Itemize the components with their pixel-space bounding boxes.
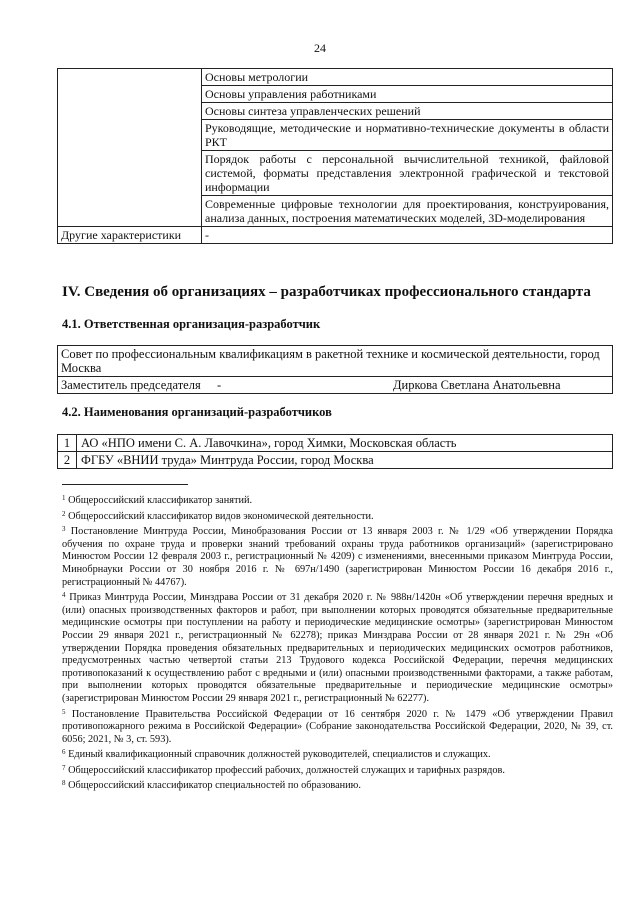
footnote: $^6$ Единый квалификационный справочник должностей руководителей, специалистов и служащих.	[62, 748, 491, 761]
footnote: $^3$ Постановление Минтруда России, Минобразования России от 13 января 2003 г. № 1/29 «Об утверждении Порядка обучения по охране труда и проверки знаний требований охраны труда работников организаций» (зарегистрировано Минюстом России 12 февраля 2003 г., регистрационный № 4209) с изменениями, внесенными приказом Минтруда России, Минобрнауки России от 30 ноября 2016 г. № 697н/1490 (зарегистрирован Минюстом России 16 декабря 2016 г., регистрационный № 44767).	[62, 525, 614, 588]
developer-number: 1	[58, 435, 77, 452]
empty-label-cell	[58, 69, 202, 86]
empty-label-cell	[58, 86, 202, 103]
empty-label-cell	[58, 120, 202, 151]
subsection-4-2-title: 4.2. Наименования организаций-разработчиков	[62, 405, 332, 419]
developer-number: 2	[58, 452, 77, 469]
responsible-org-name: Совет по профессиональным квалификациям в ракетной технике и космической деятельности, город Москва	[58, 346, 613, 377]
developer-name: ФГБУ «ВНИИ труда» Минтруда России, город Москва	[77, 452, 613, 469]
developer-name: АО «НПО имени С. А. Лавочкина», город Химки, Московская область	[77, 435, 613, 452]
knowledge-item: Руководящие, методические и нормативно-технические документы в области РКТ	[202, 120, 613, 151]
footnote: $^1$ Общероссийский классификатор занятий.	[62, 494, 253, 506]
responsible-org-table	[57, 345, 613, 394]
footnote: $^7$ Общероссийский классификатор профессий рабочих, должностей служащих и тарифных разрядов.	[62, 763, 505, 776]
knowledge-item: Основы метрологии	[202, 69, 613, 86]
footnote: $^4$ Приказ Минтруда России, Минздрава России от 31 декабря 2020 г. № 988н/1420н «Об утверждении перечня вредных и (или) опасных производственных факторов и работ, при выполнении которых проводятся обязательные предварительные медицинские осмотры при поступлении на работу и периодические медицинские осмотры» (зарегистрирован Минюстом России 29 января 2021 г., регистрационный № 62278); приказ Минздрава России от 28 января 2021 г. № 29н «Об утверждении Порядка проведения обязательных предварительных и периодических медицинских осмотров работников, предусмотренных частью четвертой статьи 213 Трудового кодекса Российской Федерации, перечня медицинских противопоказаний к осуществлению работ с вредными и (или) опасными производственными факторами, а также работам, при выполнении которых проводятся обязательные предварительные и периодические медицинские осмотры» (зарегистрирован Минюстом России 29 января 2021 г., регистрационный № 62277).	[62, 591, 614, 704]
footnote: $^2$ Общероссийский классификатор видов экономической деятельности.	[62, 509, 374, 522]
footnote: $^5$ Постановление Правительства Российской Федерации от 16 сентября 2020 г. № 1479 «Об утверждении Правил противопожарного режима в Российской Федерации» (Собрание законодательства Российской Федерации, 2020, № 39, ст. 6056; 2021, № 3, ст. 593).	[62, 707, 614, 745]
footnotes	[62, 492, 613, 793]
position-dash: -	[214, 377, 390, 394]
footnote-separator	[62, 484, 188, 485]
table-row	[58, 452, 613, 469]
empty-label-cell	[58, 103, 202, 120]
requirements-table	[57, 68, 613, 244]
section-iv-title: IV. Сведения об организациях – разработчиках профессионального стандарта	[62, 284, 591, 300]
knowledge-item: Основы управления работниками	[202, 86, 613, 103]
footnote: $^8$ Общероссийский классификатор специальностей по образованию.	[62, 779, 361, 792]
knowledge-item: Порядок работы с персональной вычислительной техникой, файловой системой, форматы представления электронной графической и текстовой информации	[202, 151, 613, 196]
knowledge-item: Современные цифровые технологии для проектирования, конструирования, анализа данных, построения математических моделей, 3D-моделирования	[202, 196, 613, 227]
empty-label-cell	[58, 151, 202, 196]
knowledge-item: Основы синтеза управленческих решений	[202, 103, 613, 120]
subsection-4-1-title: 4.1. Ответственная организация-разработчик	[62, 317, 321, 331]
developers-table	[57, 434, 613, 469]
other-characteristics-value: -	[202, 227, 613, 244]
other-characteristics-label: Другие характеристики	[58, 227, 202, 244]
empty-label-cell	[58, 196, 202, 227]
table-row	[58, 435, 613, 452]
page-number: 24	[314, 41, 326, 55]
responsible-person: Диркова Светлана Анатольевна	[390, 377, 613, 394]
position-label: Заместитель председателя	[58, 377, 215, 394]
